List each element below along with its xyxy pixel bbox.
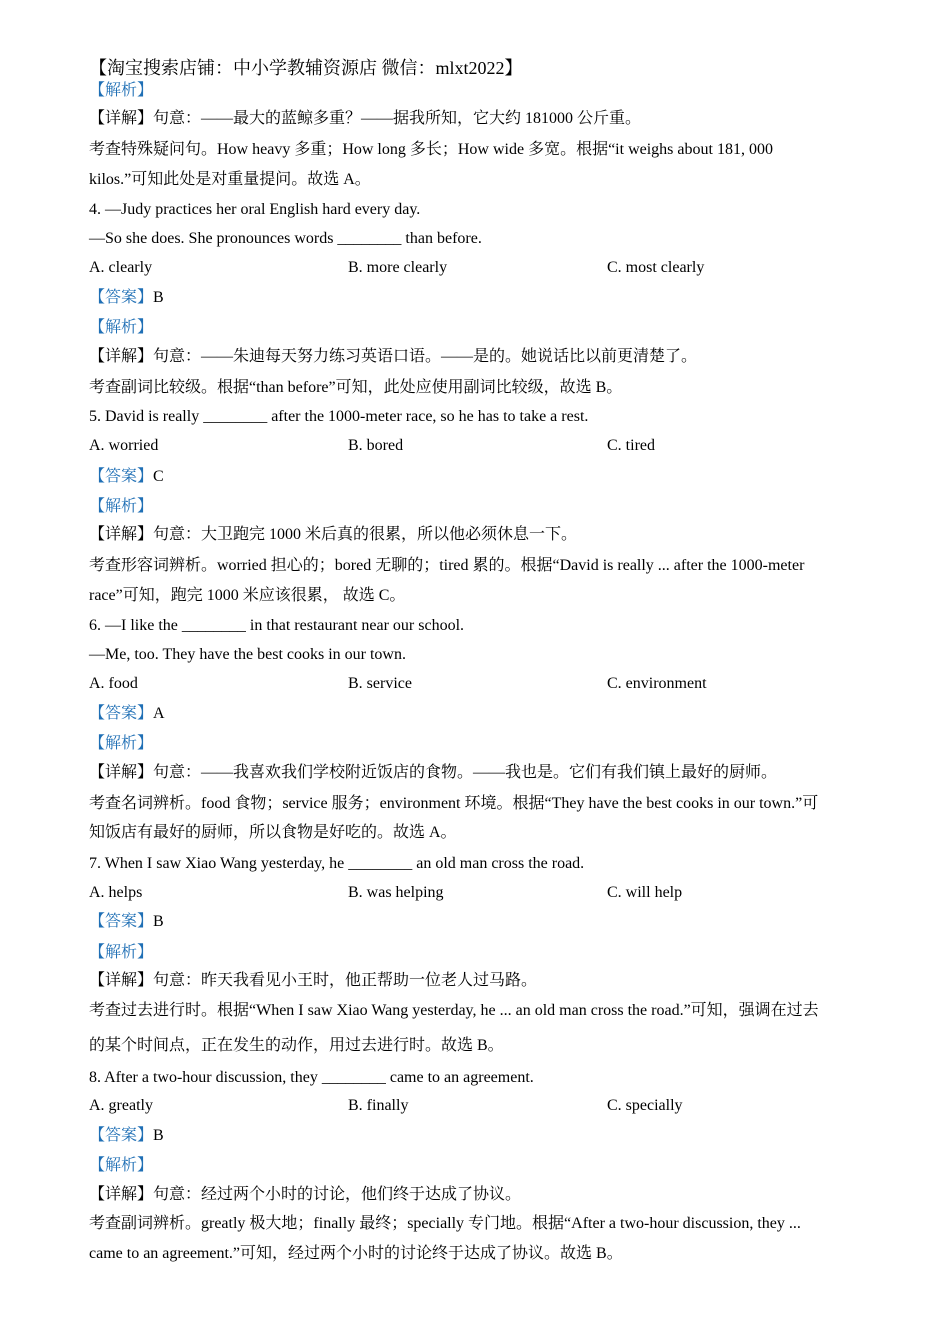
q8-option-a: A. greatly [89, 1097, 153, 1114]
q5-option-c: C. tired [607, 437, 655, 454]
q4-option-b: B. more clearly [348, 259, 448, 276]
q3-analysis-tag: 【解析】 [89, 82, 154, 99]
q4-stem-line-1: 4. —Judy practices her oral English hard every day. [89, 201, 421, 218]
q8-option-c: C. specially [607, 1097, 683, 1114]
q5-option-b: B. bored [348, 437, 404, 454]
q6-answer-value: A [153, 705, 165, 722]
q5-option-a: A. worried [89, 437, 159, 454]
q5-explanation-line-1: 考查形容词辨析。worried 担心的；bored 无聊的；tired 累的。根据“David is really ... after the 1000-meter [89, 557, 805, 574]
q3-explanation-line-2: kilos.”可知此处是对重量提问。故选 A。 [89, 171, 371, 188]
q6-option-a: A. food [89, 675, 138, 692]
q5-analysis-tag: 【解析】 [89, 498, 154, 515]
q4-analysis-tag: 【解析】 [89, 319, 154, 336]
q8-analysis-tag: 【解析】 [89, 1157, 154, 1174]
q8-answer-tag: 【答案】 [89, 1127, 154, 1144]
q8-explanation-line-1: 考查副词辨析。greatly 极大地；finally 最终；specially 专门地。根据“After a two-hour discussion, they ... [89, 1215, 801, 1232]
q4-option-a: A. clearly [89, 259, 153, 276]
q7-answer-value: B [153, 913, 164, 930]
q6-stem-line-1: 6. —I like the ________ in that restaurant near our school. [89, 617, 465, 634]
q6-explanation-line-2: 知饭店有最好的厨师，所以食物是好吃的。故选 A。 [89, 824, 457, 841]
q8-detail: 【详解】句意：经过两个小时的讨论，他们终于达成了协议。 [89, 1186, 522, 1203]
q4-answer-tag: 【答案】 [89, 289, 154, 306]
q6-option-b: B. service [348, 675, 412, 692]
q7-detail: 【详解】句意：昨天我看见小王时，他正帮助一位老人过马路。 [89, 972, 538, 989]
q6-answer [89, 704, 165, 724]
q7-answer [89, 912, 164, 932]
q4-answer-value: B [153, 289, 164, 306]
shop-header: 【淘宝搜索店铺：中小学教辅资源店 微信：mlxt2022】 [89, 58, 523, 78]
q4-answer [89, 288, 164, 308]
q7-analysis-tag: 【解析】 [89, 944, 154, 961]
q4-explanation-line-1: 考查副词比较级。根据“than before”可知，此处应使用副词比较级，故选 B。 [89, 379, 623, 396]
q3-detail: 【详解】句意：——最大的蓝鲸多重？——据我所知，它大约 181000 公斤重。 [89, 110, 642, 127]
q7-option-b: B. was helping [348, 884, 444, 901]
q8-option-b: B. finally [348, 1097, 409, 1114]
q8-explanation-line-2: came to an agreement.”可知，经过两个小时的讨论终于达成了协议。故选 B。 [89, 1245, 623, 1262]
q4-option-c: C. most clearly [607, 259, 705, 276]
q6-stem-line-2: —Me, too. They have the best cooks in our town. [89, 646, 406, 663]
q5-stem-line-1: 5. David is really ________ after the 1000-meter race, so he has to take a rest. [89, 408, 589, 425]
q7-explanation-line-2: 的某个时间点，正在发生的动作，用过去进行时。故选 B。 [89, 1037, 504, 1054]
q4-detail: 【详解】句意：——朱迪每天努力练习英语口语。——是的。她说话比以前更清楚了。 [89, 348, 698, 365]
q5-answer-tag: 【答案】 [89, 468, 154, 485]
q3-explanation-line-1: 考查特殊疑问句。How heavy 多重；How long 多长；How wide 多宽。根据“it weighs about 181, 000 [89, 141, 773, 158]
q5-detail: 【详解】句意：大卫跑完 1000 米后真的很累，所以他必须休息一下。 [89, 526, 578, 543]
q8-answer [89, 1126, 164, 1146]
q8-stem-line-1: 8. After a two-hour discussion, they ________ came to an agreement. [89, 1069, 534, 1086]
q7-stem-line-1: 7. When I saw Xiao Wang yesterday, he ________ an old man cross the road. [89, 855, 585, 872]
q7-answer-tag: 【答案】 [89, 913, 154, 930]
q7-explanation-line-1: 考查过去进行时。根据“When I saw Xiao Wang yesterday, he ... an old man cross the road.”可知，强调在过去 [89, 1002, 819, 1019]
q8-answer-value: B [153, 1127, 164, 1144]
q5-explanation-line-2: race”可知，跑完 1000 米应该很累， 故选 C。 [89, 587, 406, 604]
q5-answer [89, 467, 164, 487]
q5-answer-value: C [153, 468, 164, 485]
q6-explanation-line-1: 考查名词辨析。food 食物；service 服务；environment 环境。根据“They have the best cooks in our town.”可 [89, 795, 819, 812]
q6-answer-tag: 【答案】 [89, 705, 154, 722]
q7-option-c: C. will help [607, 884, 683, 901]
q6-detail: 【详解】句意：——我喜欢我们学校附近饭店的食物。——我也是。它们有我们镇上最好的厨师。 [89, 764, 778, 781]
q6-option-c: C. environment [607, 675, 707, 692]
q7-option-a: A. helps [89, 884, 143, 901]
q4-stem-line-2: —So she does. She pronounces words ________ than before. [89, 230, 482, 247]
q6-analysis-tag: 【解析】 [89, 735, 154, 752]
